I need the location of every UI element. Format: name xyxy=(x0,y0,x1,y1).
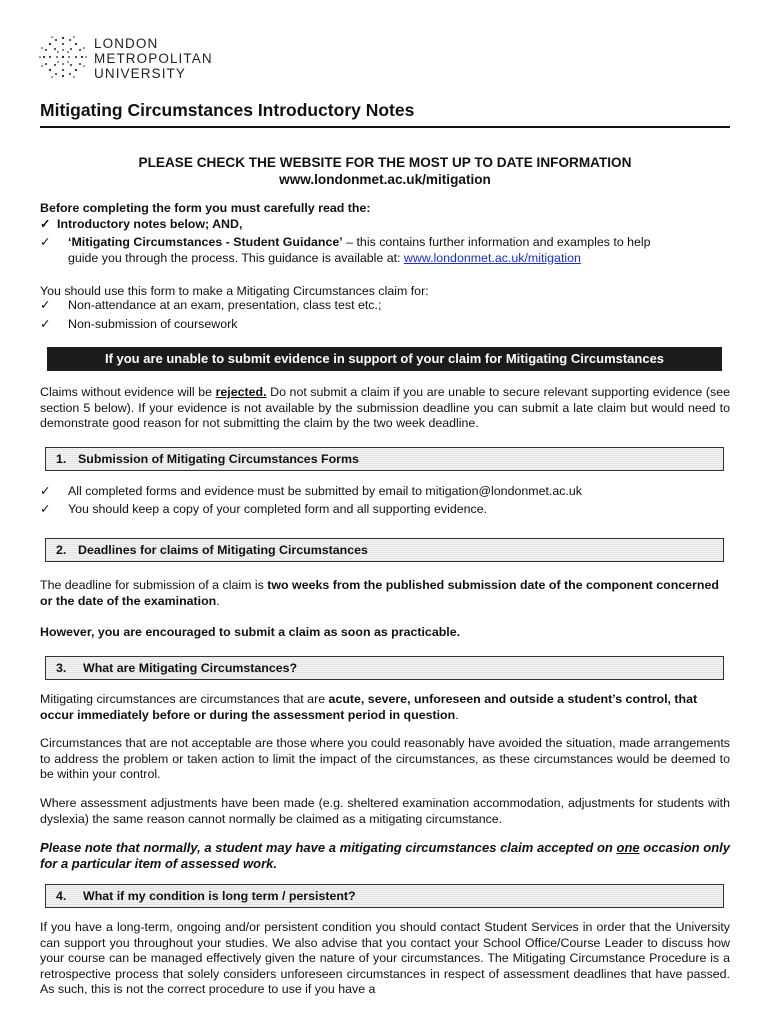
evidence-paragraph xyxy=(40,385,730,432)
section-1-header xyxy=(45,447,724,471)
university-logo xyxy=(38,34,238,84)
logo-wordmark xyxy=(94,36,213,81)
check-icon: ✓ xyxy=(40,317,51,331)
definition-text-a: Mitigating circumstances are circumstances that are xyxy=(40,692,329,706)
section-2-title: Deadlines for claims of Mitigating Circumstances xyxy=(78,543,368,557)
guidance-link[interactable]: www.londonmet.ac.uk/mitigation xyxy=(403,250,581,265)
use-form-item-2 xyxy=(40,317,730,333)
section-1-item-2 xyxy=(40,502,730,518)
check-icon: ✓ xyxy=(40,298,51,312)
section-1-item-2-text: You should keep a copy of your completed form and all supporting evidence. xyxy=(68,502,488,516)
deadline-text-b: two weeks from the published submission date of the component concerned or the date of the examination xyxy=(40,578,719,608)
section-1-number: 1. xyxy=(56,452,67,466)
section-2-header xyxy=(45,538,724,562)
before-item-1 xyxy=(40,217,730,233)
encouragement-text: However, you are encouraged to submit a claim as soon as practicable. xyxy=(40,625,461,639)
section-4-title: What if my condition is long term / persistent? xyxy=(83,889,356,903)
check-icon: ✓ xyxy=(40,235,51,249)
section-1-title: Submission of Mitigating Circumstances Forms xyxy=(78,452,359,466)
page-title: Mitigating Circumstances Introductory Notes xyxy=(40,100,415,120)
deadline-paragraph xyxy=(40,578,730,609)
section-4-number: 4. xyxy=(56,889,67,903)
not-acceptable-paragraph: Circumstances that are not acceptable are those where you could reasonably have avoided the situation, made arrangements to address the problem or taken action to limit the impact of the circumstances, as these circumstances would be deemed to be within your control. xyxy=(40,736,730,781)
logo-dots-icon xyxy=(38,34,88,80)
check-icon: ✓ xyxy=(40,484,51,498)
before-item-2 xyxy=(40,235,730,266)
logo-line-3: UNIVERSITY xyxy=(94,66,187,81)
use-form-intro: You should use this form to make a Mitigating Circumstances claim for: xyxy=(40,284,429,298)
before-item-1-text: Introductory notes below; AND, xyxy=(57,217,243,231)
use-form-item-2-text: Non-submission of coursework xyxy=(68,317,238,331)
evidence-warning-bar: If you are unable to submit evidence in support of your claim for Mitigating Circumstances xyxy=(47,347,722,371)
rejected-text: rejected. xyxy=(215,385,267,399)
definition-text-b: acute, severe, unforeseen and outside a student’s control, that occur immediately before or during the assessment period in question xyxy=(40,692,698,722)
long-term-paragraph: If you have a long-term, ongoing and/or persistent condition you should contact Student Services in order that the University can support you throughout your studies. We also advise that you contact your School Office/Course Leader to discuss how your course can be managed effectively given the nature of your circumstances. The Mitigating Circumstance Procedure is a retrospective process that solely considers unforeseen circumstances in respect of assessment deadlines that have passed. As such, this is not the correct procedure to use if you have a xyxy=(40,920,730,996)
title-divider xyxy=(40,126,730,128)
website-notice-line-1: PLEASE CHECK THE WEBSITE FOR THE MOST UP TO DATE INFORMATION xyxy=(138,155,632,170)
website-notice xyxy=(40,154,730,188)
use-form-item-1 xyxy=(40,298,730,314)
definition-text-c: . xyxy=(455,707,459,722)
logo-line-2: METROPOLITAN xyxy=(94,51,213,66)
logo-line-1: LONDON xyxy=(94,36,159,51)
use-form-item-1-text: Non-attendance at an exam, presentation, class test etc.; xyxy=(68,298,382,312)
one-claim-note xyxy=(40,840,730,872)
evidence-text-c: Do not submit a claim if you are unable to secure relevant supporting evidence (see section 5 below). If your evidence is not available by the submission deadline you can submit a late claim but would need to demonstrate good reason for not submitting the claim by the two week deadline. xyxy=(40,385,731,430)
deadline-text-a: The deadline for submission of a claim is xyxy=(40,578,268,592)
note-text-a: Please note that normally, a student may have a mitigating circumstances claim accepted on xyxy=(40,840,617,855)
section-1-item-1-text: All completed forms and evidence must be submitted by email to mitigation@londonmet.ac.uk xyxy=(68,484,582,498)
check-icon: ✓ xyxy=(40,502,51,516)
guidance-desc-line-2: guide you through the process. This guidance is available at: xyxy=(68,250,404,265)
note-text-c: occasion only for a particular item of assessed work. xyxy=(40,840,730,871)
section-3-title: What are Mitigating Circumstances? xyxy=(83,661,298,675)
note-one-emphasis: one xyxy=(616,840,640,855)
deadline-text-c: . xyxy=(216,593,220,608)
guidance-desc: – this contains further information and examples to help xyxy=(342,235,651,249)
definition-paragraph xyxy=(40,692,730,723)
section-4-header xyxy=(45,884,724,908)
adjustments-paragraph: Where assessment adjustments have been made (e.g. sheltered examination accommodation, adjustments for students with dyslexia) the same reason cannot normally be claimed as a mitigating circumstance. xyxy=(40,796,730,826)
evidence-text-a: Claims without evidence will be xyxy=(40,385,216,399)
before-heading: Before completing the form you must carefully read the: xyxy=(40,201,371,215)
section-3-number: 3. xyxy=(56,661,67,675)
check-icon: ✓ xyxy=(40,217,51,231)
section-1-item-1 xyxy=(40,484,730,500)
section-3-header xyxy=(45,656,724,680)
website-notice-url: www.londonmet.ac.uk/mitigation xyxy=(279,172,491,187)
guidance-doc-name: ‘Mitigating Circumstances - Student Guidance’ xyxy=(68,235,343,249)
section-2-number: 2. xyxy=(56,543,67,557)
